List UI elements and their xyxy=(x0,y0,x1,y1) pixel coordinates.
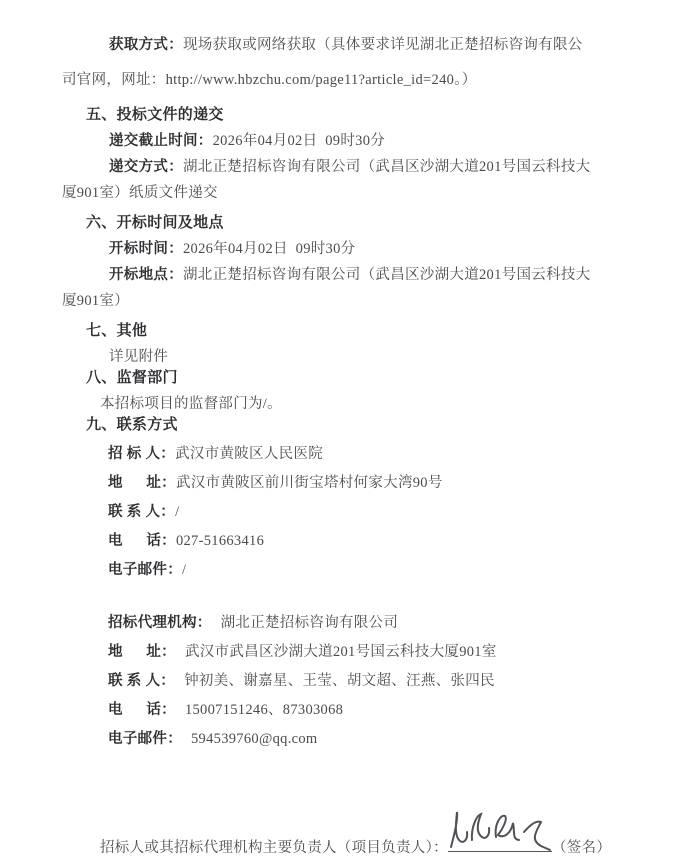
opening-place-label: 开标地点： xyxy=(109,267,183,283)
agency-contact-person-value: 钟初美、谢嘉星、王莹、胡文超、汪燕、张四民 xyxy=(184,673,495,689)
signature-line-prefix: 招标人或其招标代理机构主要负责人（项目负责人）： xyxy=(100,840,448,856)
acquisition-method-paragraph xyxy=(62,28,641,98)
agency-name-row xyxy=(62,609,641,638)
section-9-heading: 九、联系方式 xyxy=(86,417,178,433)
agency-contact-person-row xyxy=(62,667,641,696)
submission-method-value-line2: 厦901室）纸质文件递交 xyxy=(62,185,218,201)
responsible-person-signature-line xyxy=(62,834,641,862)
handwritten-signature-icon xyxy=(444,807,556,855)
tenderer-email-row xyxy=(62,556,641,585)
agency-phone-row xyxy=(62,696,641,725)
submission-method-row xyxy=(62,154,641,206)
section-6-heading: 六、开标时间及地点 xyxy=(86,215,224,231)
signature-line-suffix: （签名） xyxy=(551,840,612,856)
submission-method-value-line1: 湖北正楚招标咨询有限公司（武昌区沙湖大道201号国云科技大 xyxy=(183,159,591,175)
opening-place-row xyxy=(62,262,641,314)
section-5-heading: 五、投标文件的递交 xyxy=(86,107,224,123)
acquisition-method-text-line2: 司官网，网址：http://www.hbzchu.com/page11?article_id=240。） xyxy=(62,72,477,88)
tenderer-name-value: 武汉市黄陂区人民医院 xyxy=(175,446,324,462)
submission-deadline-label: 递交截止时间： xyxy=(109,133,213,149)
agency-address-value: 武汉市武昌区沙湖大道201号国云科技大厦901室 xyxy=(184,644,497,660)
opening-time-row xyxy=(62,236,641,262)
opening-place-value-line1: 湖北正楚招标咨询有限公司（武昌区沙湖大道201号国云科技大 xyxy=(183,267,591,283)
agency-contact-block xyxy=(62,609,641,754)
opening-place-value-line2: 厦901室） xyxy=(62,293,130,309)
tenderer-contact-person-value: / xyxy=(175,504,180,520)
tenderer-address-label: 地 址： xyxy=(108,475,176,491)
opening-time-value: 2026年04月02日 09时30分 xyxy=(183,241,356,257)
tenderer-email-label: 电子邮件： xyxy=(108,562,182,578)
agency-phone-label: 电 话： xyxy=(108,702,176,718)
tenderer-phone-value: 027-51663416 xyxy=(175,533,265,549)
agency-address-row xyxy=(62,638,641,667)
submission-method-label: 递交方式： xyxy=(109,159,183,175)
section-7-heading: 七、其他 xyxy=(86,323,148,339)
tenderer-name-label: 招 标 人： xyxy=(108,446,176,462)
opening-time-label: 开标时间： xyxy=(109,241,183,257)
agency-phone-value: 15007151246、87303068 xyxy=(184,702,344,718)
section-8-heading: 八、监督部门 xyxy=(86,370,178,386)
submission-deadline-row xyxy=(62,128,641,154)
agency-address-label: 地 址： xyxy=(108,644,176,660)
agency-name-label: 招标代理机构： xyxy=(108,615,212,631)
agency-email-row xyxy=(62,725,641,754)
tenderer-phone-row xyxy=(62,527,641,556)
acquisition-method-label: 获取方式： xyxy=(109,37,183,53)
tenderer-address-value: 武汉市黄陂区前川街宝塔村何家大湾90号 xyxy=(175,475,443,491)
signature-underline xyxy=(448,837,552,852)
section-7-body: 详见附件 xyxy=(109,349,169,365)
acquisition-method-text-line1: 现场获取或网络获取（具体要求详见湖北正楚招标咨询有限公 xyxy=(183,37,583,53)
tenderer-contact-person-row xyxy=(62,498,641,527)
tenderer-address-row xyxy=(62,469,641,498)
section-8-body: 本招标项目的监督部门为/。 xyxy=(100,396,282,412)
agency-email-label: 电子邮件： xyxy=(108,731,182,747)
agency-email-value: 594539760@qq.com xyxy=(191,731,318,747)
agency-contact-person-label: 联 系 人： xyxy=(108,673,176,689)
tenderer-name-row xyxy=(62,440,641,469)
tenderer-contact-block xyxy=(62,440,641,585)
tenderer-contact-person-label: 联 系 人： xyxy=(108,504,176,520)
submission-deadline-value: 2026年04月02日 09时30分 xyxy=(212,133,386,149)
tenderer-email-value: / xyxy=(182,562,187,578)
agency-name-value: 湖北正楚招标咨询有限公司 xyxy=(220,615,399,631)
tenderer-phone-label: 电 话： xyxy=(108,533,176,549)
